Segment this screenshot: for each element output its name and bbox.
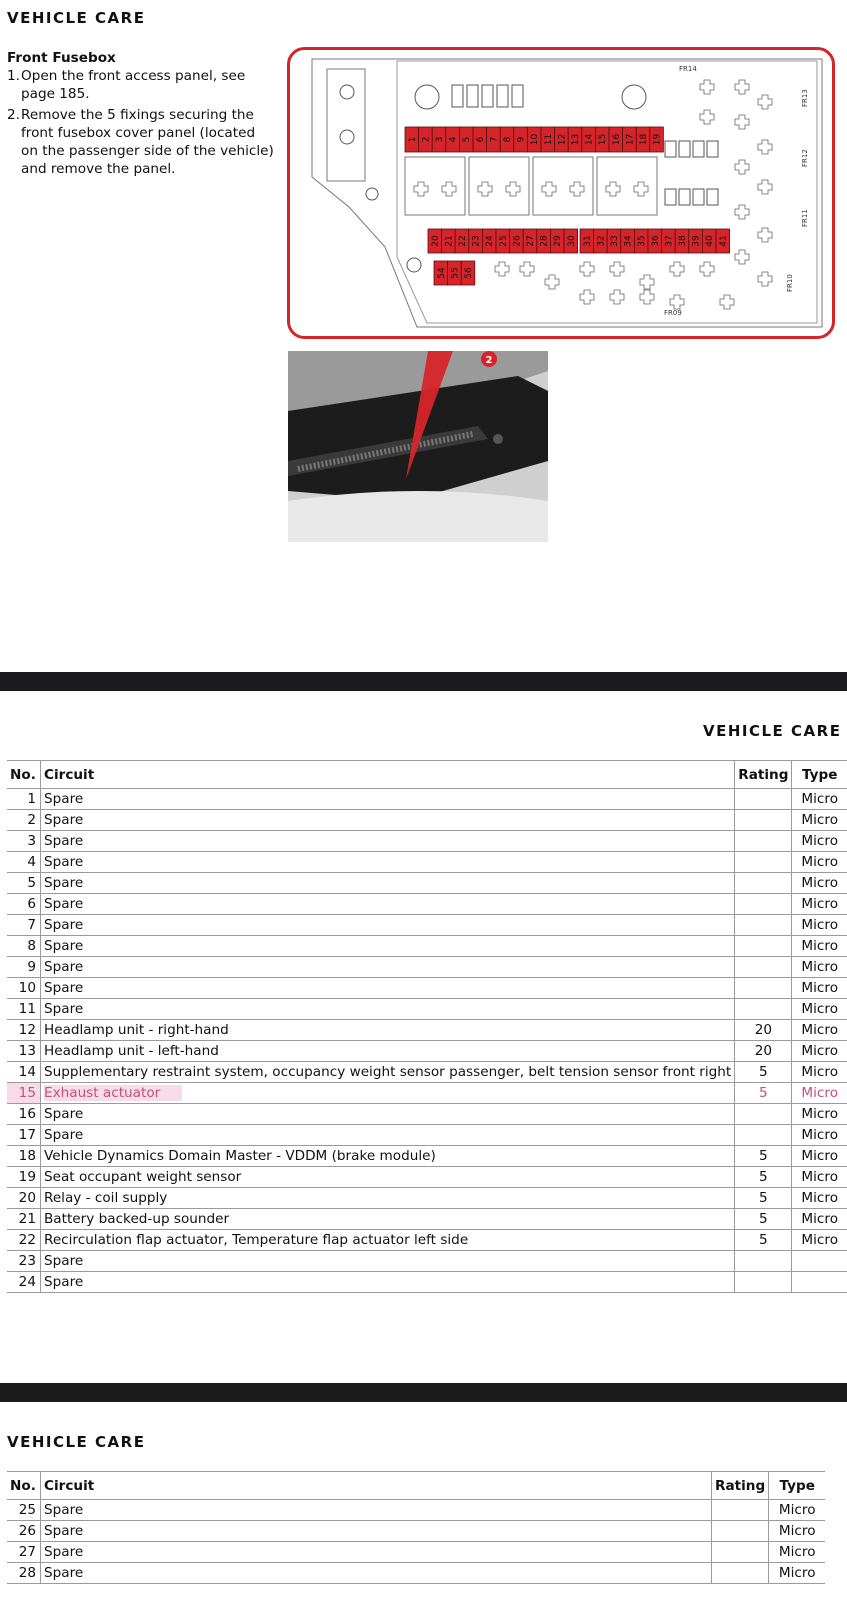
fuse-number-label: 17 [625,133,636,146]
table-row [7,1020,847,1041]
table-row [7,957,847,978]
fuse-number: 16 [7,1104,40,1125]
fuse-type: Micro [792,1146,847,1167]
fuse-type: Micro [792,1041,847,1062]
fuse-type: Micro [792,1104,847,1125]
fuse-rating: 5 [735,1167,792,1188]
fuse-rating: 5 [735,1062,792,1083]
fuse-type: Micro [792,1083,847,1104]
fuse-table [7,760,847,1293]
callout-number: 2 [485,355,493,366]
fuse-number-label: 23 [471,235,482,247]
table-row [7,810,847,831]
fuse-number-label: 14 [584,133,595,146]
circuit-name: Spare [40,936,734,957]
fuse-type: Micro [792,936,847,957]
fuse-number-label: 32 [596,235,607,247]
fuse-number-label: 15 [598,133,609,146]
fuse-number: 1 [7,789,40,810]
fuse-type: Micro [792,1062,847,1083]
step-number: 2. [7,107,20,123]
table-row [7,1251,847,1272]
fuse-table-body [7,1500,825,1584]
fuse-number: 23 [7,1251,40,1272]
fuse-number: 20 [7,1188,40,1209]
fuse-rating [735,789,792,810]
fuse-type: Micro [792,999,847,1020]
fuse-row-mid-right [580,229,730,253]
fuse-number-label: 2 [421,136,432,143]
col-header-circuit: Circuit [41,1472,712,1500]
circuit-name: Spare [40,789,734,810]
instructions [7,49,282,178]
fuse-number-label: 31 [582,235,593,247]
fuse-number-label: 56 [464,267,474,279]
fuse-type: Micro [792,1209,847,1230]
fuse-rating [735,957,792,978]
circuit-name: Spare [41,1542,712,1563]
fuse-rating [735,852,792,873]
fuse-number: 18 [7,1146,40,1167]
instructions-subtitle: Front Fusebox [7,50,116,66]
fuse-number: 12 [7,1020,40,1041]
relay-label: FR13 [801,89,809,107]
table-header-row [7,761,847,789]
fuse-number: 13 [7,1041,40,1062]
step-line: front fusebox cover panel (located [21,125,256,141]
step-text [21,106,274,178]
circuit-name: Spare [40,957,734,978]
circuit-name: Spare [40,999,734,1020]
circuit-name: Spare [40,873,734,894]
page-header: VEHICLE CARE [7,9,146,27]
fuse-number: 22 [7,1230,40,1251]
table-row [7,831,847,852]
fuse-type: Micro [792,810,847,831]
fuse-type: Micro [792,978,847,999]
table-row [7,915,847,936]
fuse-number-label: 30 [566,235,577,247]
fuse-number-label: 1 [407,136,418,143]
fuse-number: 9 [7,957,40,978]
fuse-type: Micro [792,1230,847,1251]
fuse-number-label: 36 [650,235,661,247]
circuit-name: Spare [40,852,734,873]
fuse-number-label: 18 [639,133,649,146]
fuse-rating: 5 [735,1083,792,1104]
fuse-number: 7 [7,915,40,936]
fuse-type: Micro [792,894,847,915]
table-row [7,1563,825,1584]
fuse-rating [735,978,792,999]
circuit-name: Spare [40,1272,734,1293]
fuse-number: 17 [7,1125,40,1146]
relay-label: FR14 [679,65,697,73]
step-line: page 185. [21,86,90,102]
fuse-type: Micro [792,957,847,978]
access-panel-photo [288,351,548,542]
fuse-number-label: 24 [485,235,496,247]
col-header-rating: Rating [735,761,792,789]
fuse-number: 19 [7,1167,40,1188]
table-row [7,1041,847,1062]
page-header: VEHICLE CARE [703,722,842,740]
instruction-steps [7,67,282,178]
fuse-rating [735,1125,792,1146]
fuse-rating: 5 [735,1230,792,1251]
step-line: and remove the panel. [21,161,176,177]
fuse-number-label: 34 [623,235,634,247]
relay-label: FR12 [801,149,809,167]
step-number: 1. [7,68,20,84]
circuit-name: Relay - coil supply [40,1188,734,1209]
fuse-number-label: 41 [718,235,729,247]
step-line: Remove the 5 fixings securing the [21,107,254,123]
fuse-number-label: 25 [498,235,509,247]
fuse-type: Micro [792,852,847,873]
table-row [7,1500,825,1521]
relay-label: FR11 [801,209,809,227]
table-row [7,1209,847,1230]
relay-label: FR09 [664,309,682,317]
fuse-type: Micro [769,1542,826,1563]
page-divider [0,672,847,691]
circuit-name: Spare [40,1251,734,1272]
fuse-number: 24 [7,1272,40,1293]
step-line: on the passenger side of the vehicle) [21,143,274,159]
fuse-number: 4 [7,852,40,873]
table-row [7,1083,847,1104]
col-header-type: Type [792,761,847,789]
table-row [7,873,847,894]
fuse-number-label: 16 [611,133,622,146]
page-header: VEHICLE CARE [7,1433,146,1451]
fuse-number: 10 [7,978,40,999]
table-row [7,1521,825,1542]
table-header-row [7,1472,825,1500]
fuse-number-label: 26 [512,235,523,247]
circuit-name: Spare [40,810,734,831]
fuse-type [792,1251,847,1272]
diagram-frame [289,49,834,338]
fuse-number-label: 38 [678,235,688,247]
fuse-number-label: 22 [458,235,468,247]
fuse-number-label: 7 [489,136,500,143]
circuit-name: Headlamp unit - right-hand [40,1020,734,1041]
circuit-name: Spare [40,1104,734,1125]
fuse-number: 15 [7,1083,40,1104]
fuse-number-label: 19 [652,133,663,146]
fuse-rating [735,1251,792,1272]
fuse-number-label: 37 [664,235,675,247]
fuse-type: Micro [792,1020,847,1041]
fuse-number-label: 55 [450,267,461,279]
instruction-step [7,67,282,103]
fuse-row-bottom [434,261,475,285]
fuse-number: 8 [7,936,40,957]
fuse-number-label: 35 [637,235,648,247]
col-header-no: No. [7,1472,41,1500]
fuse-number-label: 33 [610,235,620,247]
fuse-type: Micro [769,1563,826,1584]
fuse-number: 25 [7,1500,41,1521]
table-row [7,1146,847,1167]
fuse-type: Micro [792,831,847,852]
fuse-rating [735,999,792,1020]
fuse-type: Micro [792,789,847,810]
col-header-no: No. [7,761,40,789]
table-row [7,978,847,999]
fuse-rating [712,1500,769,1521]
circuit-name: Battery backed-up sounder [40,1209,734,1230]
circuit-name: Spare [40,831,734,852]
fuse-number: 5 [7,873,40,894]
fuse-number-label: 10 [530,133,541,146]
page-divider [0,1383,847,1402]
fuse-type: Micro [792,1167,847,1188]
fuse-rating: 20 [735,1020,792,1041]
fuse-rating [712,1563,769,1584]
circuit-name: Supplementary restraint system, occupancy weight sensor passenger, belt tension sensor front right [40,1062,734,1083]
fuse-number: 6 [7,894,40,915]
fuse-rating [735,873,792,894]
col-header-circuit: Circuit [40,761,734,789]
col-header-rating: Rating [712,1472,769,1500]
fuse-number-label: 40 [705,235,716,247]
fuse-number-label: 20 [430,235,441,247]
circuit-name: Seat occupant weight sensor [40,1167,734,1188]
fuse-number: 21 [7,1209,40,1230]
circuit-name: Spare [40,915,734,936]
circuit-name: Recirculation flap actuator, Temperature flap actuator left side [40,1230,734,1251]
fuse-type: Micro [769,1500,826,1521]
table-row [7,1167,847,1188]
fuse-number-label: 3 [435,136,445,143]
circuit-name: Spare [41,1521,712,1542]
fuse-type: Micro [792,915,847,936]
fuse-rating [735,831,792,852]
fuse-rating [735,810,792,831]
fuse-table [7,1471,825,1584]
fuse-type: Micro [792,873,847,894]
fuse-number-label: 12 [557,133,568,146]
fuse-number-label: 54 [436,267,447,279]
fuse-number-label: 4 [448,136,459,143]
fuse-type [792,1272,847,1293]
fuse-number: 14 [7,1062,40,1083]
relay-label: FR10 [786,274,794,292]
fuse-rating [712,1521,769,1542]
table-row [7,852,847,873]
circuit-name: Spare [41,1500,712,1521]
fuse-row-top [405,127,663,152]
fuse-rating [735,894,792,915]
fuse-number-label: 29 [553,235,564,247]
fuse-number-label: 39 [691,235,702,247]
circuit-name: Vehicle Dynamics Domain Master - VDDM (brake module) [40,1146,734,1167]
fuse-number: 2 [7,810,40,831]
table-row [7,1062,847,1083]
fuse-rating [735,915,792,936]
instruction-step [7,106,282,178]
step-line: Open the front access panel, see [21,68,246,84]
circuit-name: Spare [41,1563,712,1584]
circuit-name: Spare [40,978,734,999]
fuse-number-label: 21 [444,235,455,247]
table-row [7,1104,847,1125]
table-row [7,936,847,957]
step-text [21,67,245,103]
fuse-type: Micro [792,1125,847,1146]
fuse-number-label: 5 [462,136,473,143]
fuse-rating [735,1104,792,1125]
table-row [7,789,847,810]
table-row [7,999,847,1020]
circuit-name: Spare [40,894,734,915]
fuse-number: 27 [7,1542,41,1563]
table-row [7,1230,847,1251]
fuse-number-label: 27 [526,235,536,247]
fuse-number-label: 28 [539,235,550,247]
fuse-rating: 5 [735,1209,792,1230]
fuse-number-label: 13 [571,133,581,146]
fuse-number-label: 9 [516,136,527,143]
photo-illustration [288,351,548,542]
fuse-number: 28 [7,1563,41,1584]
fuse-row-mid-left [428,229,578,253]
table-row [7,1188,847,1209]
fuse-table-body [7,789,847,1293]
fuse-type: Micro [769,1521,826,1542]
fuse-number-label: 11 [543,133,554,146]
fuse-number: 3 [7,831,40,852]
fuse-type: Micro [792,1188,847,1209]
fuse-number-label: 6 [475,136,486,143]
fuse-rating: 5 [735,1188,792,1209]
fuse-rating: 5 [735,1146,792,1167]
fuse-number: 11 [7,999,40,1020]
fuse-number-label: 8 [503,136,513,143]
fuse-rating: 20 [735,1041,792,1062]
circuit-name: Headlamp unit - left-hand [40,1041,734,1062]
table-row [7,1272,847,1293]
fuse-rating [735,936,792,957]
circuit-name: Spare [40,1125,734,1146]
col-header-type: Type [769,1472,826,1500]
table-row [7,1125,847,1146]
fuse-rating [712,1542,769,1563]
fuse-rating [735,1272,792,1293]
circuit-name: Exhaust actuator [40,1083,734,1104]
fuse-number: 26 [7,1521,41,1542]
table-row [7,894,847,915]
table-row [7,1542,825,1563]
fusebox-diagram [287,47,835,339]
